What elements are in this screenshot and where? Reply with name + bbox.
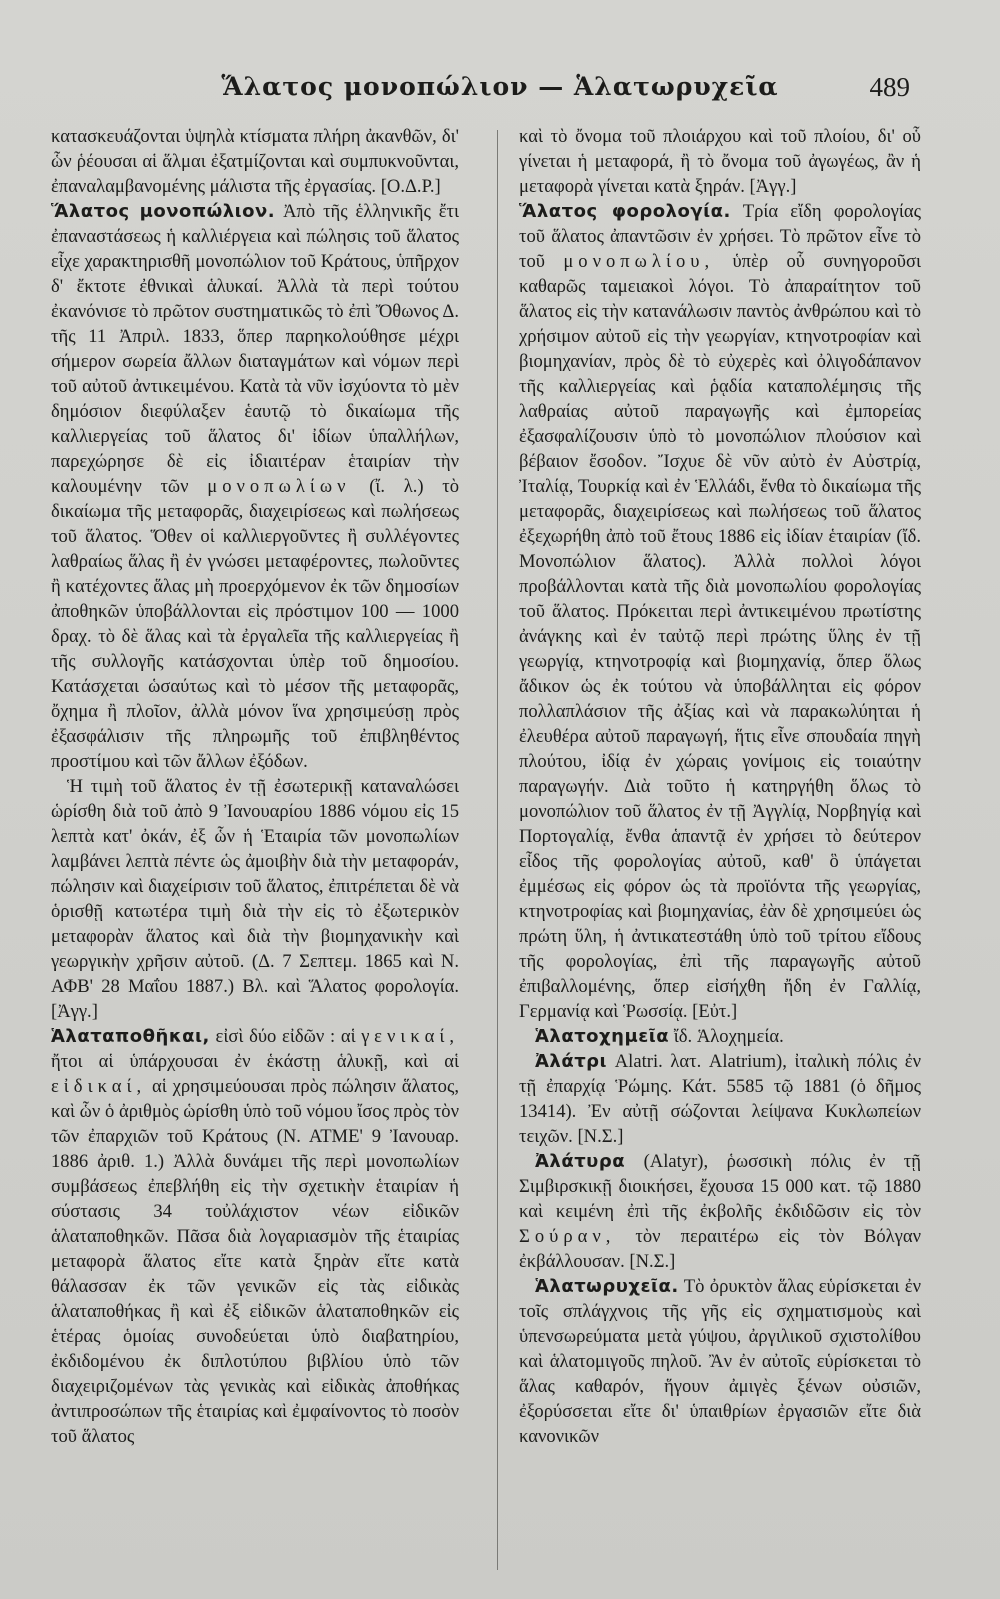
entry-text: ἤτοι αἱ ὑπάρχουσαι ἐν ἑκάστῃ ἁλυκῇ, καὶ αἱ — [51, 1051, 459, 1072]
entry-alatorycheia — [519, 1274, 921, 1449]
lemma-heading: Ἁλατωρυχεῖα. — [535, 1276, 679, 1297]
spaced-term: μονοπωλίων — [207, 476, 351, 497]
paragraph: καὶ τὸ ὄνομα τοῦ πλοιάρχου καὶ τοῦ πλοίου, δι' οὗ γίνεται ἡ μεταφορά, ἢ τὸ ὄνομα τοῦ ἀγωγέως, ἂν ἡ μεταφορὰ γίνεται κατὰ ξηράν. [Ἀγγ.] — [519, 126, 921, 197]
entry-text: Τρία εἴδη φορολογίας τοῦ ἅλατος ἀπαντῶσιν ἐν χρήσει. Τὸ πρῶτον εἶνε τὸ τοῦ — [519, 201, 921, 272]
entry-text: Τὸ ὀρυκτὸν ἅλας εὑρίσκεται ἐν τοῖς σπλάγχνοις τῆς γῆς εἰς σχηματισμοὺς καὶ ὑπενσωρεύματα μετὰ γύψου, ἀργιλικοῦ σχιστολίθου καὶ ἁλατομιγοῦς πηλοῦ. Ἂν ἐν αὐτοῖς εὑρίσκεται τὸ ἅλας καθαρόν, ἥγουν ἀμιγὲς ξένων οὐσιῶν, ἐξορύσσεται εἴτε δι' ὑπαιθρίων ἐργασιῶν εἴτε διὰ κανονικῶν — [519, 1276, 921, 1447]
entry-text: (ἴ. λ.) τὸ δικαίωμα τῆς μεταφορᾶς, διαχειρίσεως καὶ πωλήσεως τοῦ ἅλατος. Ὅθεν οἱ καλλιεργοῦντες ἢ συλλέγοντες λαθραίως ἅλας ἢ ἐν γνώσει μεταφέροντες, πωλοῦντες ἢ κατέχοντες ἅλας μὴ προερχόμενον ἐκ τῶν δημοσίων ἀποθηκῶν ὑποβάλλονται εἰς πρόστιμον 100 — 1000 δραχ. τὸ δὲ ἅλας καὶ τὰ ἐργαλεῖα τῆς καλλιεργείας ἢ τῆς συλλογῆς κατάσχονται ὑπὲρ τοῦ δημοσίου. Κατάσχεται ὡσαύτως καὶ τὸ μέσον τῆς μεταφορᾶς, ὄχημα ἢ πλοῖον, ἀλλὰ μόνον ἵνα χρησιμεύσῃ πρὸς ἐξασφάλισιν τῆς πληρωμῆς τοῦ ἐπιβληθέντος προστίμου καὶ τῶν ἄλλων ἐξόδων. — [51, 476, 459, 772]
lemma-heading: Ἅλατος μονοπώλιον. — [51, 201, 276, 222]
spaced-term: εἰδικαί, — [51, 1076, 147, 1097]
spaced-term: γενικαί, — [361, 1026, 459, 1047]
entry-alatochimeia — [519, 1024, 921, 1049]
entry-text: ἴδ. Ἁλοχημεία. — [673, 1026, 784, 1047]
entry-alatos-forologia — [519, 199, 921, 1024]
paragraph: κατασκευάζονται ὑψηλὰ κτίσματα πλήρη ἀκανθῶν, δι' ὧν ῥέουσαι αἱ ἅλμαι ἐξατμίζονται καὶ συμπυκνοῦνται, ἐπαναλαμβανομένης μάλιστα τῆς ἐργασίας. [Ο.Δ.Ρ.] — [51, 126, 459, 197]
column-divider — [497, 130, 498, 1570]
entry-alatri — [519, 1049, 921, 1149]
entry-text: εἰσὶ δύο εἰδῶν : αἱ — [215, 1026, 356, 1047]
right-column — [519, 124, 921, 1584]
entry-text: Ἀπὸ τῆς ἑλληνικῆς ἔτι ἐπαναστάσεως ἡ καλλιέργεια καὶ πώλησις τοῦ ἅλατος εἶχε χαρακτηρισθῆ μονοπώλιον τοῦ Κράτους, ὑπῆρχον δ' ἔκτοτε ἐθνικαὶ ἁλυκαί. Ἀλλὰ τὰ περὶ τούτου ἐκανόνισε τὸ πρῶτον συστηματικῶς τὸ ἐπὶ Ὄθωνος Δ. τῆς 11 Ἀπριλ. 1833, ὅπερ παρηκολούθησε μέχρι σήμερον σωρεία ἄλλων διαταγμάτων καὶ νόμων περὶ τοῦ αὐτοῦ ἀντικειμένου. Κατὰ τὰ νῦν ἰσχύοντα τὸ μὲν δημόσιον διεφύλαξεν ἑαυτῷ τὸ δικαίωμα τῆς καλλιεργείας τοῦ ἅλατος δι' ἰδίων ὑπαλλήλων, παρεχώρησε δὲ εἰς ἰδιαιτέραν ἑταιρίαν τὴν καλουμένην τῶν — [51, 201, 459, 497]
lemma-heading: Ἁλατοχημεῖα — [535, 1026, 670, 1047]
lemma-heading: Ἅλατος φορολογία. — [519, 201, 731, 222]
lemma-heading: Ἁλαταποθῆκαι, — [51, 1026, 210, 1047]
page-number: 489 — [869, 72, 910, 102]
running-head: Ἅλατος μονοπώλιον — Ἁλατωρυχεῖα — [221, 72, 779, 101]
spaced-term: Σούραν, — [519, 1226, 616, 1247]
entry-alatapothikai — [51, 1024, 459, 1449]
paragraph: Ἡ τιμὴ τοῦ ἅλατος ἐν τῇ ἐσωτερικῇ καταναλώσει ὡρίσθη διὰ τοῦ ἀπὸ 9 Ἰανουαρίου 1886 νόμου εἰς 15 λεπτὰ κατ' ὀκάν, ἐξ ὧν ἡ Ἑταιρία τῶν μονοπωλίων λαμβάνει λεπτὰ πέντε ὡς ἀμοιβὴν διὰ τὴν μεταφοράν, πώλησιν καὶ διαχείρισιν τοῦ ἅλατος, ἐπιτρέπεται δὲ νὰ ὁρισθῇ κατωτέρα τιμὴ διὰ τὴν εἰς τὸ ἐξωτερικὸν μεταφορὰν ἅλατος καὶ διὰ τὴν βιομηχανικὴν καὶ γεωργικὴν χρῆσιν αὐτοῦ. (Δ. 7 Σεπτεμ. 1865 καὶ Ν. ΑΦΒ' 28 Μαΐου 1887.) Βλ. καὶ Ἅλατος φορολογία.[Ἀγγ.] — [51, 776, 459, 1022]
page-header — [0, 72, 1000, 112]
spaced-term: μονοπωλίου, — [563, 251, 715, 272]
entry-text: ὑπὲρ οὗ συνηγοροῦσι καθαρῶς ταμειακοὶ λόγοι. Τὸ ἀπαραίτητον τοῦ ἅλατος εἰς τὴν κατανάλωσιν παντὸς ἀνθρώπου καὶ τὸ χρήσιμον αὐτοῦ εἰς τὴν γεωργίαν, κτηνοτροφίαν καὶ βιομηχανίαν, πρὸς δὲ τὸ εὐχερὲς καὶ ὀλιγοδάπανον τῆς καλλιεργείας καὶ ῥᾳδία καταπολέμησις τῆς λαθραίας αὐτοῦ παραγωγῆς καὶ ἐμπορείας ἐξασφαλίζουσιν ὑπὸ τὸ μονοπώλιον πλούσιον καὶ βέβαιον ἔσοδον. Ἴσχυε δὲ νῦν αὐτὸ ἐν Αὐστρίᾳ, Ἰταλίᾳ, Τουρκίᾳ καὶ ἐν Ἑλλάδι, ἔνθα τὸ δικαίωμα τῆς μεταφορᾶς, διαχειρίσεως καὶ πωλήσεως τοῦ ἅλατος ἐξεχωρήθη ἀπὸ τοῦ ἔτους 1886 εἰς ἰδίαν ἑταιρίαν (ἴδ. Μονοπώλιον ἅλατος). Ἀλλὰ πολλοὶ λόγοι προβάλλονται κατὰ τῆς διὰ μονοπωλίου φορολογίας τοῦ ἅλατος. Πρόκειται περὶ ἀντικειμένου πρωτίστης ἀνάγκης καὶ ἐν ταὐτῷ περὶ πρώτης ὕλης ἐν τῇ γεωργίᾳ, κτηνοτροφίᾳ καὶ βιομηχανίᾳ, ὅπερ ὅλως ἄδικον ὡς ἐκ τούτου νὰ ὑποβάλληται εἰς φόρον πολλαπλάσιον τῆς ἀξίας καὶ νὰ παρακωλύηται ἡ ἐλευθέρα αὐτοῦ παραγωγή, ἥτις εἶνε σπουδαία πηγὴ πλούτου, ἰδίᾳ ἐν χώραις γονίμοις εἰς τοιαύτην παραγωγήν. Διὰ τοῦτο ἡ κατηργήθη ὅλως τὸ μονοπώλιον τοῦ ἅλατος ἐν τῇ Ἀγγλίᾳ, Νορβηγίᾳ καὶ Πορτογαλίᾳ, ἔνθα ἁπαντᾷ ἐν χρήσει τὸ δεύτερον εἶδος τῆς φορολογίας αὐτοῦ, καθ' ὃ ὑπάγεται ἐμμέσως εἰς φόρον ὡς τὰ προϊόντα τῆς γεωργίας, κτηνοτροφίας καὶ βιομηχανίας, ἐὰν δὲ χρησιμεύει ὡς πρώτη ὕλη, ἡ ἀντικατεστάθη ὑπὸ τοῦ τρίτου εἴδους τῆς φορολογίας, ἐπὶ τῆς παραγωγῆς αὐτοῦ ἐπιβαλλομένης, ὅπερ εἰσήχθη ἤδη ἐν Γαλλίᾳ, Γερμανίᾳ καὶ Ῥωσσίᾳ. [Εὐτ.] — [519, 251, 921, 1022]
entry-alatyra — [519, 1149, 921, 1274]
left-column — [51, 124, 459, 1584]
entry-text: (Alatyr), ῥωσσικὴ πόλις ἐν τῇ Σιμβιρσκικῇ διοικήσει, ἔχουσα 15 000 κατ. τῷ 1880 καὶ κειμένη ἐπὶ τῆς ἐκβολῆς ἐκδιδῶσιν εἰς τὸν — [519, 1151, 921, 1222]
entry-alatos-monopolion — [51, 199, 459, 774]
entry-text: αἱ χρησιμεύουσαι πρὸς πώλησιν ἅλατος, καὶ ὧν ὁ ἀριθμὸς ὡρίσθη ὑπὸ τοῦ νόμου ἴσος πρὸς τὸν τῶν ἐπαρχιῶν τοῦ Κράτους (Ν. ΑΤΜΕ' 9 Ἰανουαρ. 1886 ἀριθ. 1.) Ἀλλὰ δυνάμει τῆς περὶ μονοπωλίων συμβάσεως ἐπεβλήθη εἰς τὴν σχετικὴν ἑταιρίαν ἡ σύστασις 34 τοὐλάχιστον νέων εἰδικῶν ἁλαταποθηκῶν. Πᾶσα διὰ λογαριασμὸν τῆς ἑταιρίας μεταφορὰ ἅλατος εἴτε κατὰ ξηρὰν εἴτε κατὰ θάλασσαν ἐκ τῶν γενικῶν εἰς τὰς εἰδικὰς ἁλαταποθήκας ἢ καὶ ἐξ εἰδικῶν ἁλαταποθηκῶν εἰς ἑτέρας ὁμοίας συνοδεύεται ὑπὸ διαβατηρίου, ἐκδιδομένου ἐκ διπλοτύπου βιβλίου ὑπὸ τῶν διαχειριζομένων τὰς γενικὰς καὶ εἰδικὰς ἀποθήκας ἀντιπροσώπων τῆς ἑταιρίας καὶ ἐμφαίνοντος τὸ ποσὸν τοῦ ἅλατος — [51, 1076, 459, 1447]
lemma-heading: Ἀλάτρι — [535, 1051, 608, 1072]
entry-text: Alatri. λατ. Alatrium), ἰταλικὴ πόλις ἐν τῇ ἐπαρχίᾳ Ῥώμης. Κάτ. 5585 τῷ 1881 (ὁ δῆμος 13414). Ἐν αὐτῇ σώζονται λείψανα Κυκλωπείων τειχῶν. [Ν.Σ.] — [519, 1051, 921, 1147]
entry-text: τὸν περαιτέρω εἰς τὸν Βόλγαν ἐκβάλλουσαν. [Ν.Σ.] — [519, 1226, 921, 1272]
lemma-heading: Ἀλάτυρα — [535, 1151, 626, 1172]
